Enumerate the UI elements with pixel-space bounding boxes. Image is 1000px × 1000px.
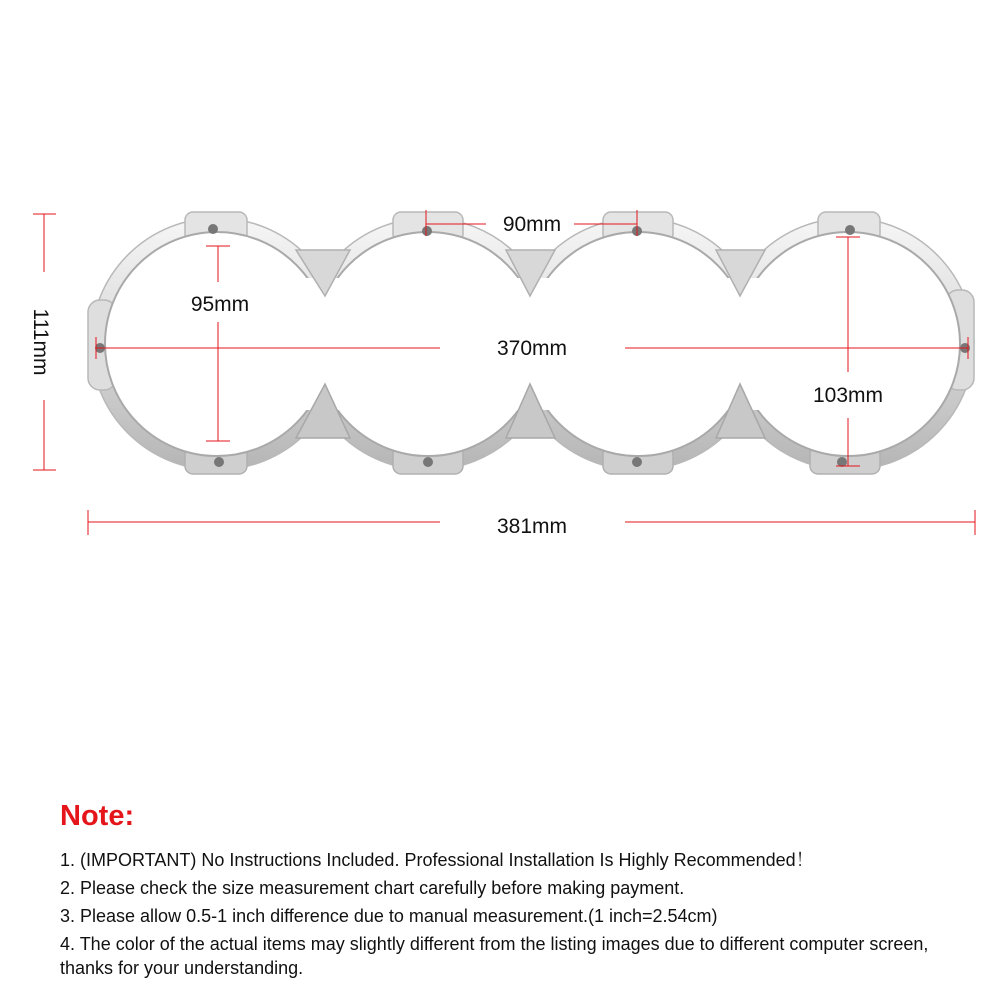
dim-label-overall-height: 111mm [29,308,52,376]
note-title: Note: [60,800,135,832]
dim-label-hole-span: 370mm [496,337,568,360]
note-item: 4. The color of the actual items may slightly different from the listing images due to different computer screen, thanks for your understanding. [60,934,929,978]
note-item: 1. (IMPORTANT) No Instructions Included. Professional Installation Is Highly Recommended！ [60,850,814,870]
note-item: 2. Please check the size measurement chart carefully before making payment. [60,878,685,898]
dim-label-outer-bore: 103mm [812,384,884,407]
dim-label-bore-spacing: 90mm [502,213,562,236]
dim-label-inner-height: 95mm [190,293,250,316]
note-item: 3. Please allow 0.5-1 inch difference due to manual measurement.(1 inch=2.54cm) [60,906,718,926]
note-section [60,798,980,984]
dim-label-overall-length: 381mm [496,515,568,538]
